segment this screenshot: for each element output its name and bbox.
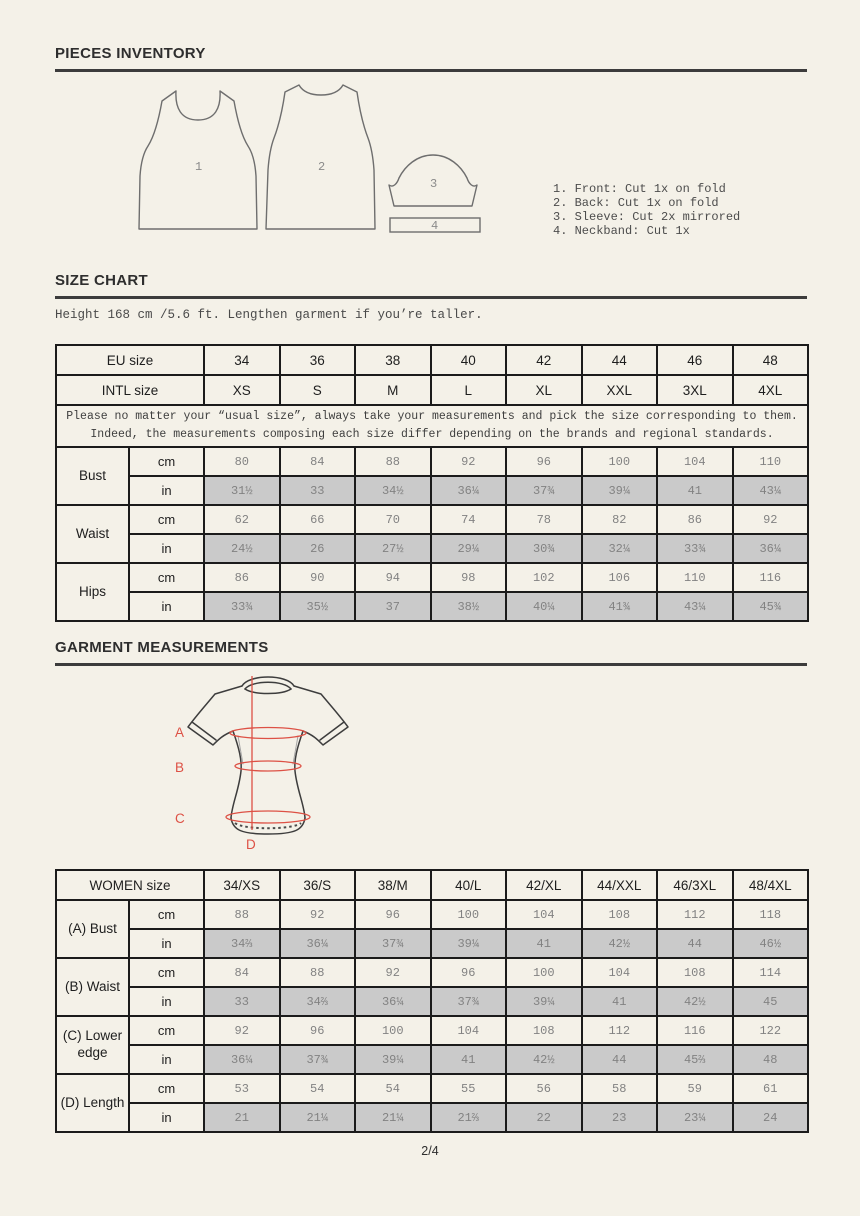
measurement-row-cm xyxy=(56,447,808,476)
in-value: 41 xyxy=(431,1045,507,1074)
in-value: 39¼ xyxy=(506,987,582,1016)
eu-size-value: 48 xyxy=(733,345,809,375)
cm-value: 54 xyxy=(280,1074,356,1103)
cm-value: 118 xyxy=(733,900,809,929)
cutting-list-item: 3. Sleeve: Cut 2x mirrored xyxy=(553,210,741,224)
waist-measure-ellipse xyxy=(235,761,301,771)
women-size-value: 42/XL xyxy=(506,870,582,900)
in-value: 33 xyxy=(204,987,280,1016)
unit-cm: cm xyxy=(129,447,204,476)
garment-measurements-title: GARMENT MEASUREMENTS xyxy=(55,639,269,656)
in-value: 36¼ xyxy=(204,1045,280,1074)
measurement-row-in xyxy=(56,987,808,1016)
cm-value: 96 xyxy=(431,958,507,987)
intl-size-value: S xyxy=(280,375,356,405)
intl-size-header: INTL size xyxy=(56,375,204,405)
tshirt-illustration xyxy=(55,668,807,863)
intl-size-value: 3XL xyxy=(657,375,733,405)
cm-value: 116 xyxy=(733,563,809,592)
cm-value: 112 xyxy=(657,900,733,929)
measurement-row-in xyxy=(56,534,808,563)
in-value: 21⅔ xyxy=(431,1103,507,1132)
cm-value: 86 xyxy=(204,563,280,592)
in-value: 21¼ xyxy=(280,1103,356,1132)
in-value: 27½ xyxy=(355,534,431,563)
in-value: 33¾ xyxy=(204,592,280,621)
in-value: 35½ xyxy=(280,592,356,621)
tshirt-measurement-diagram xyxy=(55,668,807,863)
women-size-value: 40/L xyxy=(431,870,507,900)
waist-label: B xyxy=(175,760,185,775)
eu-size-row xyxy=(56,345,808,375)
cm-value: 54 xyxy=(355,1074,431,1103)
size-chart-title: SIZE CHART xyxy=(55,272,148,289)
in-value: 45¾ xyxy=(733,592,809,621)
cm-value: 84 xyxy=(204,958,280,987)
measurement-row-in xyxy=(56,1103,808,1132)
cm-value: 96 xyxy=(355,900,431,929)
cm-value: 108 xyxy=(506,1016,582,1045)
intl-size-value: 4XL xyxy=(733,375,809,405)
intl-size-value: XXL xyxy=(582,375,658,405)
eu-size-value: 34 xyxy=(204,345,280,375)
in-value: 36¼ xyxy=(733,534,809,563)
measurement-row-cm xyxy=(56,1074,808,1103)
in-value: 43¼ xyxy=(733,476,809,505)
women-size-row xyxy=(56,870,808,900)
cm-value: 104 xyxy=(582,958,658,987)
cutting-list-item: 1. Front: Cut 1x on fold xyxy=(553,182,726,196)
measurement-row-in xyxy=(56,476,808,505)
measurement-row-in xyxy=(56,929,808,958)
eu-size-value: 38 xyxy=(355,345,431,375)
in-value: 37 xyxy=(355,592,431,621)
cm-value: 106 xyxy=(582,563,658,592)
cm-value: 98 xyxy=(431,563,507,592)
in-value: 36¼ xyxy=(280,929,356,958)
height-note: Height 168 cm /5.6 ft. Lengthen garment if you’re taller. xyxy=(55,308,483,322)
in-value: 44 xyxy=(582,1045,658,1074)
pieces-diagram xyxy=(55,78,807,278)
unit-cm: cm xyxy=(129,900,204,929)
cm-value: 100 xyxy=(506,958,582,987)
in-value: 41 xyxy=(506,929,582,958)
page-number: 2/4 xyxy=(421,1144,439,1158)
in-value: 32¼ xyxy=(582,534,658,563)
in-value: 43¼ xyxy=(657,592,733,621)
in-value: 44 xyxy=(657,929,733,958)
size-chart-table xyxy=(55,344,809,622)
women-size-value: 44/XXL xyxy=(582,870,658,900)
sleeve-piece-number: 3 xyxy=(430,177,438,191)
left-cuff-line xyxy=(192,722,216,740)
right-cuff-line xyxy=(320,722,344,740)
measurement-label: (A) Bust xyxy=(56,900,129,958)
section-divider xyxy=(55,69,807,72)
in-value: 22 xyxy=(506,1103,582,1132)
in-value: 29¼ xyxy=(431,534,507,563)
in-value: 48 xyxy=(733,1045,809,1074)
in-value: 42½ xyxy=(582,929,658,958)
in-value: 39¼ xyxy=(355,1045,431,1074)
cm-value: 100 xyxy=(431,900,507,929)
measurement-row-in xyxy=(56,1045,808,1074)
cm-value: 84 xyxy=(280,447,356,476)
in-value: 42½ xyxy=(657,987,733,1016)
cm-value: 96 xyxy=(506,447,582,476)
cm-value: 108 xyxy=(582,900,658,929)
size-note-line: Please no matter your “usual size”, always take your measurements and pick the size corresponding to them. xyxy=(66,410,798,424)
measurement-label: Hips xyxy=(56,563,129,621)
in-value: 39¼ xyxy=(582,476,658,505)
unit-in: in xyxy=(129,987,204,1016)
eu-size-value: 40 xyxy=(431,345,507,375)
in-value: 41 xyxy=(657,476,733,505)
section-divider xyxy=(55,663,807,666)
in-value: 26 xyxy=(280,534,356,563)
women-size-value: 38/M xyxy=(355,870,431,900)
measurement-row-cm xyxy=(56,900,808,929)
in-value: 46½ xyxy=(733,929,809,958)
in-value: 38½ xyxy=(431,592,507,621)
pieces-cutting-list xyxy=(553,182,740,238)
left-sleeve-outline xyxy=(188,686,242,745)
in-value: 45⅔ xyxy=(657,1045,733,1074)
cm-value: 90 xyxy=(280,563,356,592)
cm-value: 94 xyxy=(355,563,431,592)
lower-edge-label: C xyxy=(175,811,185,826)
cm-value: 80 xyxy=(204,447,280,476)
unit-cm: cm xyxy=(129,1074,204,1103)
front-piece-number: 1 xyxy=(195,160,203,174)
cm-value: 56 xyxy=(506,1074,582,1103)
women-size-value: 46/3XL xyxy=(657,870,733,900)
size-note-row xyxy=(56,405,808,447)
cm-value: 114 xyxy=(733,958,809,987)
in-value: 21¼ xyxy=(355,1103,431,1132)
in-value: 23 xyxy=(582,1103,658,1132)
women-size-value: 36/S xyxy=(280,870,356,900)
section-divider xyxy=(55,296,807,299)
in-value: 24 xyxy=(733,1103,809,1132)
measurement-label: Waist xyxy=(56,505,129,563)
cm-value: 102 xyxy=(506,563,582,592)
in-value: 45 xyxy=(733,987,809,1016)
unit-cm: cm xyxy=(129,1016,204,1045)
cm-value: 74 xyxy=(431,505,507,534)
unit-in: in xyxy=(129,534,204,563)
cm-value: 62 xyxy=(204,505,280,534)
in-value: 31½ xyxy=(204,476,280,505)
cm-value: 66 xyxy=(280,505,356,534)
intl-size-value: L xyxy=(431,375,507,405)
cm-value: 70 xyxy=(355,505,431,534)
eu-size-value: 44 xyxy=(582,345,658,375)
unit-in: in xyxy=(129,592,204,621)
women-size-header: WOMEN size xyxy=(56,870,204,900)
measurement-row-cm xyxy=(56,563,808,592)
in-value: 33 xyxy=(280,476,356,505)
cm-value: 96 xyxy=(280,1016,356,1045)
bust-measure-ellipse xyxy=(230,728,306,739)
unit-cm: cm xyxy=(129,563,204,592)
intl-size-value: XL xyxy=(506,375,582,405)
neckband-piece-number: 4 xyxy=(431,219,439,233)
cm-value: 112 xyxy=(582,1016,658,1045)
cm-value: 58 xyxy=(582,1074,658,1103)
in-value: 41¾ xyxy=(582,592,658,621)
in-value: 34½ xyxy=(355,476,431,505)
in-value: 36¼ xyxy=(431,476,507,505)
in-value: 41 xyxy=(582,987,658,1016)
cm-value: 100 xyxy=(582,447,658,476)
in-value: 37¾ xyxy=(280,1045,356,1074)
in-value: 34⅔ xyxy=(280,987,356,1016)
cm-value: 116 xyxy=(657,1016,733,1045)
in-value: 23¼ xyxy=(657,1103,733,1132)
in-value: 39¼ xyxy=(431,929,507,958)
unit-in: in xyxy=(129,476,204,505)
measurement-row-cm xyxy=(56,505,808,534)
cm-value: 110 xyxy=(733,447,809,476)
cm-value: 88 xyxy=(355,447,431,476)
in-value: 34⅔ xyxy=(204,929,280,958)
unit-cm: cm xyxy=(129,505,204,534)
cm-value: 82 xyxy=(582,505,658,534)
unit-cm: cm xyxy=(129,958,204,987)
cm-value: 59 xyxy=(657,1074,733,1103)
garment-measurements-table xyxy=(55,869,809,1133)
in-value: 37¾ xyxy=(355,929,431,958)
bust-label: A xyxy=(175,725,185,740)
intl-size-row xyxy=(56,375,808,405)
cm-value: 92 xyxy=(204,1016,280,1045)
in-value: 37¾ xyxy=(506,476,582,505)
size-note xyxy=(56,405,808,447)
cm-value: 104 xyxy=(657,447,733,476)
lower-edge-measure-ellipse xyxy=(226,811,310,823)
measurement-row-cm xyxy=(56,958,808,987)
in-value: 40¼ xyxy=(506,592,582,621)
cm-value: 92 xyxy=(280,900,356,929)
cutting-list-item: 2. Back: Cut 1x on fold xyxy=(553,196,719,210)
measurement-label: Bust xyxy=(56,447,129,505)
intl-size-value: M xyxy=(355,375,431,405)
back-piece-number: 2 xyxy=(318,160,326,174)
eu-size-value: 46 xyxy=(657,345,733,375)
in-value: 37¾ xyxy=(431,987,507,1016)
in-value: 24½ xyxy=(204,534,280,563)
women-size-value: 34/XS xyxy=(204,870,280,900)
length-label: D xyxy=(246,837,256,852)
women-size-value: 48/4XL xyxy=(733,870,809,900)
cm-value: 61 xyxy=(733,1074,809,1103)
unit-in: in xyxy=(129,1103,204,1132)
cm-value: 92 xyxy=(431,447,507,476)
pattern-pieces-illustration xyxy=(55,78,807,278)
pieces-inventory-title: PIECES INVENTORY xyxy=(55,45,206,62)
measurement-row-cm xyxy=(56,1016,808,1045)
unit-in: in xyxy=(129,1045,204,1074)
in-value: 30¾ xyxy=(506,534,582,563)
hem-stitch-dashed-line xyxy=(235,823,301,828)
cm-value: 104 xyxy=(506,900,582,929)
cm-value: 122 xyxy=(733,1016,809,1045)
in-value: 36¼ xyxy=(355,987,431,1016)
eu-size-value: 42 xyxy=(506,345,582,375)
cm-value: 110 xyxy=(657,563,733,592)
cm-value: 104 xyxy=(431,1016,507,1045)
measurement-row-in xyxy=(56,592,808,621)
measurement-label: (D) Length xyxy=(56,1074,129,1132)
right-sleeve-outline xyxy=(294,686,348,745)
eu-size-header: EU size xyxy=(56,345,204,375)
in-value: 21 xyxy=(204,1103,280,1132)
intl-size-value: XS xyxy=(204,375,280,405)
cm-value: 86 xyxy=(657,505,733,534)
cutting-list-item: 4. Neckband: Cut 1x xyxy=(553,224,690,238)
cm-value: 55 xyxy=(431,1074,507,1103)
measurement-label: (C) Lower edge xyxy=(56,1016,129,1074)
cm-value: 53 xyxy=(204,1074,280,1103)
unit-in: in xyxy=(129,929,204,958)
cm-value: 108 xyxy=(657,958,733,987)
in-value: 42½ xyxy=(506,1045,582,1074)
cm-value: 92 xyxy=(355,958,431,987)
in-value: 33¾ xyxy=(657,534,733,563)
cm-value: 88 xyxy=(280,958,356,987)
cm-value: 78 xyxy=(506,505,582,534)
back-piece-outline xyxy=(266,85,375,229)
cm-value: 100 xyxy=(355,1016,431,1045)
size-note-line: Indeed, the measurements composing each size differ depending on the brands and regional standards. xyxy=(90,428,774,441)
hem-outline xyxy=(231,818,305,834)
eu-size-value: 36 xyxy=(280,345,356,375)
cm-value: 88 xyxy=(204,900,280,929)
measurement-label: (B) Waist xyxy=(56,958,129,1016)
cm-value: 92 xyxy=(733,505,809,534)
